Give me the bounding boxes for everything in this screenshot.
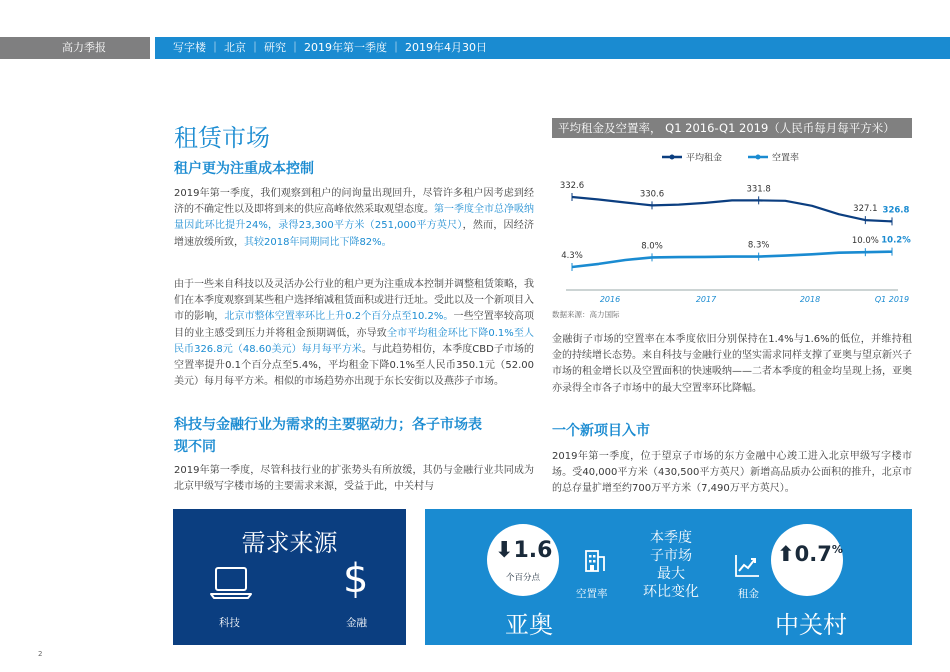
report-header-bar: 写字楼 ｜ 北京 ｜ 研究 ｜ 2019年第一季度 ｜ 2019年4月30日	[155, 37, 950, 59]
rent-trend-icon	[733, 553, 761, 579]
vacancy-series-label-0: 4.3%	[561, 251, 583, 261]
section2-heading-line1: 科技与金融行业为需求的主要驱动力；各子市场表	[174, 417, 482, 433]
caption-line2: 子市场	[650, 548, 692, 564]
demand-item-finance: 金融	[346, 617, 367, 629]
zgc-rent-circle	[771, 524, 843, 596]
report-brand: 高力季报	[0, 37, 150, 59]
yaao-vacancy-circle	[487, 524, 559, 596]
p1-text: 2019年第一季度，我们观察到租户的问询量出现回升，尽管许多租户因考虑到经济的不确定性以及即将到来的供应高峰依然采取观望态度。	[174, 188, 534, 216]
x-tick-label-1: 2017	[695, 295, 717, 304]
p2-highlight2: 全市平均租金环比下降0.1%至人民币326.8元（48.60美元）每月每平方米	[174, 327, 535, 355]
vacancy-change-value	[495, 538, 552, 563]
right-paragraph1: 金融街子市场的空置率在本季度依旧分别保持在1.4%与1.6%的低位，并维持租金的持续增长态势。来自科技与金融行业的坚实需求同样支撑了亚奥与望京新兴子市场的租金增长以及空置面积的快速吸纳——二者本季度的租金均呈现上扬，亚奥亦录得全市各子市场中的最大空置率环比降幅。	[552, 334, 912, 394]
zgc-label: 中关村	[775, 611, 847, 639]
largest-change-caption	[635, 529, 707, 601]
rent-unit: %	[831, 543, 843, 556]
section2-heading	[174, 414, 482, 458]
legend-marker-0	[670, 155, 675, 160]
page-title: 租赁市场	[174, 124, 270, 152]
rent-series-label-4: 326.8	[882, 205, 910, 216]
legend-label-1: 空置率	[772, 153, 800, 164]
p2-text2: 一些空置率较高项目的业主感受到压力并将租金预期调低，亦导致	[174, 311, 535, 339]
vacancy-series-label-1: 8.0%	[641, 241, 663, 252]
vacancy-series	[572, 252, 892, 267]
section1-paragraph1	[174, 186, 534, 251]
arrow-down-icon: ⬇	[495, 538, 514, 563]
section1-heading: 租户更为注重成本控制	[174, 161, 314, 177]
rent-series	[572, 197, 892, 221]
rent-vacancy-chart	[552, 142, 912, 307]
demand-item-tech: 科技	[219, 617, 240, 629]
vacancy-metric-label: 空置率	[576, 588, 608, 600]
p1-highlight2: 其较2018年同期同比下降82%。	[244, 236, 392, 248]
rent-series-label-3: 327.1	[853, 204, 878, 215]
x-tick-label-3: Q1 2019	[874, 295, 910, 304]
vacancy-series-label-4: 10.2%	[881, 235, 911, 246]
vacancy-series-label-2: 8.3%	[747, 240, 770, 251]
rent-series-label-1: 330.6	[639, 189, 665, 200]
vacancy-value: 1.6	[513, 538, 553, 563]
x-tick-label-2: 2018	[799, 295, 821, 304]
p2-text3: 。与此趋势相仿，本季度CBD子市场的空置率提升0.1个百分点至5.4%，平均租金下降0.1%至人民币350.1元（52.00美元）每月每平方米。相似的市场趋势亦出现于东长安街以及燕莎子市场。	[174, 343, 534, 388]
new-project-heading: 一个新项目入市	[552, 423, 650, 439]
section1-paragraph2	[174, 277, 534, 390]
section2-paragraph1: 2019年第一季度，尽管科技行业的扩张势头有所放缓，其仍与金融行业共同成为北京甲级写字楼市场的主要需求来源，受益于此，中关村与	[174, 465, 534, 493]
rent-metric-label: 租金	[738, 588, 759, 600]
demand-title: 需求来源	[241, 529, 338, 557]
p2-text: 由于一些来自科技以及灵活办公行业的租户更为注重成本控制并调整租赁策略，我们在本季度观察到某些租户选择缩减租赁面积或进行迁址。受此以及一个新项目入市的影响，	[174, 279, 534, 323]
demand-source-box	[173, 509, 406, 645]
legend-label-0: 平均租金	[686, 153, 723, 164]
caption-line4: 环比变化	[643, 584, 699, 600]
chart-source: 数据来源：高力国际	[552, 310, 620, 319]
rent-series-label-0: 332.6	[559, 181, 585, 191]
dollar-icon: $	[343, 556, 369, 602]
p1-highlight1: 第一季度全市总净吸纳量因此环比提升24%，录得23,300平方米（251,000平方英尺）	[174, 204, 534, 232]
laptop-icon	[209, 565, 253, 601]
arrow-up-icon: ⬆	[777, 542, 795, 566]
rent-value: 0.7	[794, 542, 832, 566]
rent-change-value	[777, 542, 843, 566]
submarket-change-box	[425, 509, 912, 645]
vacancy-unit: 个百分点	[505, 573, 540, 583]
vacancy-series-label-3: 10.0%	[851, 236, 879, 247]
section2-heading-line2: 现不同	[174, 439, 216, 455]
caption-line3: 最大	[657, 566, 685, 582]
right-paragraph2: 2019年第一季度，位于望京子市场的东方金融中心竣工进入北京甲级写字楼市场。受40,000平方米（430,500平方英尺）新增高品质办公面积的推升，北京市的总存量扩增至约700万平方米（7,490万平方英尺）。	[552, 451, 912, 495]
caption-line1: 本季度	[650, 530, 692, 546]
chart-title: 平均租金及空置率， Q1 2016-Q1 2019（人民币每月每平方米）	[552, 118, 912, 138]
rent-series-label-2: 331.8	[746, 184, 771, 195]
p1-text2: ，然而，因经济增速放缓所致，	[174, 220, 535, 248]
yaao-label: 亚奥	[505, 611, 553, 639]
legend-marker-1	[756, 155, 761, 160]
p2-highlight1: 北京市整体空置率环比上升0.2个百分点至10.2%。	[224, 311, 454, 323]
x-tick-label-0: 2016	[599, 295, 621, 304]
building-icon	[582, 545, 608, 573]
page-number: 2	[38, 650, 43, 658]
